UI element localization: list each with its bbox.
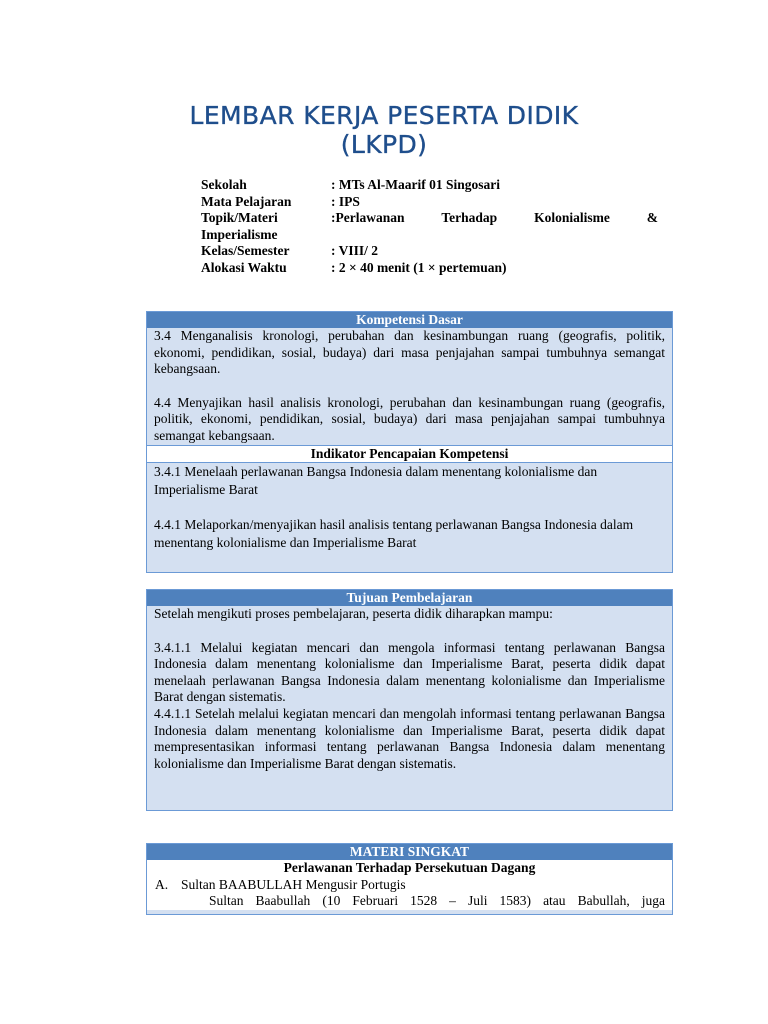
materi-item-a [147, 877, 672, 894]
mapel-value: : IPS [331, 193, 360, 209]
spacer [147, 499, 672, 516]
tujuan-intro: Setelah mengikuti proses pembelajaran, peserta didik diharapkan mampu: [154, 606, 553, 621]
sekolah-value: : MTs Al-Maarif 01 Singosari [331, 177, 501, 192]
topik-word: :Perlawanan [331, 210, 405, 226]
materi-body: Sultan Baabullah (10 Februari 1528 – Juli 1583) atau Babullah, juga [147, 893, 672, 910]
kelas-value: : VIII/ 2 [331, 243, 379, 259]
info-row-kelas [201, 243, 658, 260]
kompetensi-section [146, 311, 673, 573]
info-row-alokasi [201, 260, 658, 277]
materi-item-number: A. [155, 876, 169, 892]
identity-block [201, 177, 658, 277]
topik-word: & [646, 210, 658, 226]
indikator-header: Indikator Pencapaian Kompetensi [147, 445, 672, 463]
spacer [147, 623, 672, 640]
kelas-label: Kelas/Semester [201, 243, 290, 259]
kd-3-4: 3.4 Menganalisis kronologi, perubahan dan kesinambungan ruang (geografis, politik, ekonomi, pendidikan, sosial, budaya) dari masa penjajahan sampai tumbuhnya semangat kebangsaan. [154, 328, 665, 377]
tujuan-4-4-1-1: 4.4.1.1 Setelah melalui kegiatan mencari dan mengolah informasi tentang perlawanan Bangsa Indonesia dalam menentang kolonialisme dan Imperialisme Barat, peserta didik dapat mempresentasikan informasi tentang perlawanan Bangsa Indonesia dalam menentang kolonialisme dan Imperialisme Barat dengan sistematis. [154, 705, 665, 771]
info-row-topik-cont [201, 227, 658, 244]
alokasi-label: Alokasi Waktu [201, 259, 287, 275]
materi-item-title: Sultan BAABULLAH Mengusir Portugis [181, 876, 406, 892]
page-title [100, 101, 668, 159]
indikator-3-4-1: 3.4.1 Menelaah perlawanan Bangsa Indonesia dalam menentang kolonialisme dan Imperialisme Barat [154, 463, 598, 497]
alokasi-value: : 2 × 40 menit (1 × pertemuan) [331, 259, 507, 275]
materi-header: MATERI SINGKAT [147, 844, 672, 860]
title-line-1: LEMBAR KERJA PESERTA DIDIK [189, 101, 579, 130]
tujuan-header: Tujuan Pembelajaran [147, 590, 672, 606]
topik-value [331, 210, 658, 227]
tujuan-3-4-1-1: 3.4.1.1 Melalui kegiatan mencari dan mengola informasi tentang perlawanan Bangsa Indonesia dalam menentang kolonialisme dan Imperialisme Barat, peserta didik dapat menelaah perlawanan Bangsa Indonesia dalam menentang kolonialisme dan Imperialisme Barat dengan sistematis. [154, 639, 665, 705]
kd-4-4: 4.4 Menyajikan hasil analisis kronologi, perubahan dan kesinambungan ruang (geografis, politik, ekonomi, pendidikan, sosial, budaya) dari masa penjajahan sampai tumbuhnya semangat kebangsaan. [154, 394, 665, 443]
title-line-2: (LKPD) [340, 130, 428, 159]
indikator-4-4-1: 4.4.1 Melaporkan/menyajikan hasil analisis tentang perlawanan Bangsa Indonesia dalam menentang kolonialisme dan Imperialisme Barat [154, 516, 634, 550]
info-row-sekolah [201, 177, 658, 194]
topik-word: Kolonialisme [534, 210, 610, 226]
info-row-mapel [201, 194, 658, 211]
topik-label: Topik/Materi [201, 210, 278, 226]
materi-section [146, 843, 673, 915]
materi-subheader: Perlawanan Terhadap Persekutuan Dagang [147, 860, 672, 877]
kompetensi-header: Kompetensi Dasar [147, 312, 672, 328]
topik-continuation: Imperialisme [201, 226, 278, 242]
info-row-topik [201, 210, 658, 227]
tujuan-section [146, 589, 673, 811]
topik-word: Terhadap [441, 210, 498, 226]
sekolah-label: Sekolah [201, 177, 247, 192]
spacer [147, 378, 672, 395]
mapel-label: Mata Pelajaran [201, 193, 292, 209]
